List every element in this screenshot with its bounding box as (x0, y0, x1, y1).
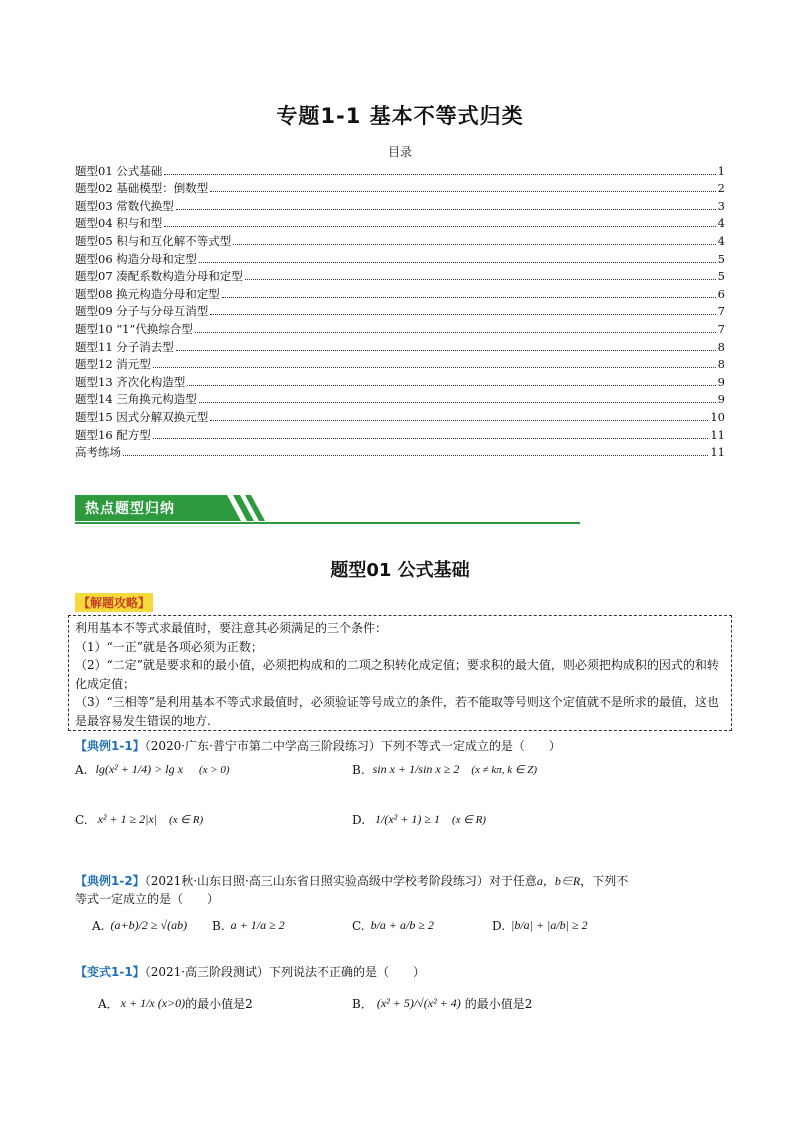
toc-leader (123, 454, 708, 456)
toc-entry-label: 题型02 基础模型：倒数型 (75, 181, 209, 196)
strategy-tag: 【解题攻略】 (75, 593, 153, 612)
option-b[interactable] (352, 762, 537, 777)
toc-entry-page: 8 (717, 357, 725, 372)
toc-entry-label: 题型11 分子消去型 (75, 339, 174, 354)
toc-entry-label: 题型14 三角换元构造型 (75, 392, 197, 407)
toc-entry-label: 题型16 配方型 (75, 427, 151, 442)
toc-leader (164, 225, 715, 227)
toc-entry-label: 题型06 构造分母和定型 (75, 251, 197, 266)
toc-entry[interactable] (75, 213, 725, 231)
toc-entry-label: 题型05 积与和互化解不等式型 (75, 233, 232, 248)
option-condition: (x > 0) (198, 763, 230, 776)
option-formula: sin x + 1/sin x ≥ 2 (372, 762, 460, 776)
option-label: D. (492, 918, 506, 933)
strategy-line: 利用基本不等式求最值时，要注意其必须满足的三个条件： (75, 621, 388, 635)
example-1-2-stem (75, 872, 735, 908)
toc-entry[interactable] (75, 301, 725, 319)
option-a[interactable] (98, 995, 253, 1012)
variant-text: （2021·高三阶段测试）下列说法不正确的是（ ） (144, 965, 426, 979)
toc-entry-label: 高考练场 (75, 445, 121, 460)
option-label: A. (92, 918, 105, 933)
option-b[interactable] (212, 918, 285, 933)
example-text: （2021秋·山东日照·高三山东省日照实验高级中学校考阶段练习）对于任意 (144, 874, 537, 888)
toc-leader (210, 313, 715, 315)
example-text: （2020·广东·普宁市第二中学高三阶段练习）下列不等式一定成立的是（ ） (144, 739, 561, 753)
option-formula: x + 1/x (x>0) (120, 996, 186, 1010)
toc-entry-label: 题型03 常数代换型 (75, 198, 174, 213)
toc-entry-label: 题型07 凑配系数构造分母和定型 (75, 269, 243, 284)
toc-entry-page: 5 (717, 251, 725, 266)
option-b[interactable] (352, 995, 532, 1012)
toc-entry[interactable] (75, 195, 725, 213)
toc-leader (199, 401, 716, 403)
toc-entry[interactable] (75, 424, 725, 442)
toc-entry[interactable] (75, 389, 725, 407)
variant-1-1-stem (75, 964, 735, 980)
toc-entry-page: 5 (717, 269, 725, 284)
option-suffix: 的最小值是2 (464, 997, 533, 1011)
toc-leader (199, 261, 716, 263)
toc-leader (187, 384, 715, 386)
example-tag: 【典例1-2】 (75, 874, 145, 888)
toc-entry[interactable] (75, 371, 725, 389)
toc-entry[interactable] (75, 442, 725, 460)
toc-entry-page: 7 (717, 321, 725, 336)
toc-leader (153, 366, 716, 368)
toc-entry[interactable] (75, 406, 725, 424)
option-label: D. (352, 812, 366, 827)
example-text: ，下列不 (580, 874, 629, 888)
toc-entry[interactable] (75, 336, 725, 354)
example-1-1-stem (75, 738, 735, 754)
banner-underline (75, 522, 580, 524)
toc-entry-page: 9 (717, 392, 725, 407)
toc-leader (195, 331, 716, 333)
option-condition: (x ∈ R) (451, 814, 486, 826)
toc-leader (164, 173, 715, 175)
example-tag: 【典例1-1】 (75, 739, 145, 753)
toc-entry-page: 7 (717, 304, 725, 319)
toc-entry-page: 2 (717, 181, 725, 196)
toc-entry[interactable] (75, 230, 725, 248)
option-c[interactable] (75, 812, 203, 827)
toc-entry[interactable] (75, 318, 725, 336)
option-label: B. (212, 918, 225, 933)
option-formula: (a+b)/2 ≥ √(ab) (110, 918, 188, 932)
option-formula: 1/(x² + 1) ≥ 1 (375, 812, 440, 826)
strategy-box (68, 615, 732, 731)
option-condition: (x ≠ kπ, k ∈ Z) (471, 764, 538, 776)
toc-entry-label: 题型08 换元构造分母和定型 (75, 286, 220, 301)
toc-entry[interactable] (75, 266, 725, 284)
option-suffix: 的最小值是2 (185, 997, 253, 1011)
option-label: B． (352, 997, 373, 1011)
toc-entry-label: 题型01 公式基础 (75, 163, 163, 178)
option-label: B. (352, 762, 365, 777)
toc-leader (222, 296, 716, 298)
toc-entry-label: 题型12 消元型 (75, 357, 151, 372)
toc-heading: 目录 (387, 145, 412, 159)
toc-entry-page: 3 (717, 198, 725, 213)
toc-entry-label: 题型15 因式分解双换元型 (75, 409, 209, 424)
toc-entry[interactable] (75, 160, 725, 178)
toc-leader (233, 243, 715, 245)
toc-entry[interactable] (75, 283, 725, 301)
option-label: C. (75, 812, 88, 827)
toc-leader (176, 349, 716, 351)
toc-entry-page: 10 (710, 409, 725, 424)
option-c[interactable] (352, 918, 434, 933)
toc-entry-label: 题型04 积与和型 (75, 216, 163, 231)
variant-tag: 【变式1-1】 (75, 965, 145, 979)
toc-entry[interactable] (75, 178, 725, 196)
toc-entry-page: 4 (717, 233, 725, 248)
toc-entry[interactable] (75, 354, 725, 372)
toc-leader (210, 190, 715, 192)
example-variables: a，b∈R (536, 874, 581, 888)
toc-entry[interactable] (75, 248, 725, 266)
option-label: C. (352, 918, 365, 933)
strategy-line: （3）“三相等”是利用基本不等式求最值时，必须验证等号成立的条件，若不能取等号则这个定值就不是所求的最值，这也是最容易发生错误的地方. (75, 695, 719, 728)
table-of-contents (75, 160, 725, 459)
option-label: A． (98, 997, 119, 1011)
toc-leader (245, 278, 716, 280)
strategy-line: （1）“一正”就是各项必须为正数； (75, 639, 263, 654)
toc-entry-page: 9 (717, 374, 725, 389)
option-d[interactable] (492, 918, 588, 933)
toc-leader (176, 208, 716, 210)
toc-entry-page: 6 (717, 286, 725, 301)
option-formula: b/a + a/b ≥ 2 (370, 918, 434, 932)
option-a[interactable] (92, 918, 187, 933)
toc-leader (210, 419, 708, 421)
example-text: 等式一定成立的是（ ） (75, 892, 220, 906)
toc-entry-page: 8 (717, 339, 725, 354)
toc-entry-label: 题型09 分子与分母互消型 (75, 304, 209, 319)
banner-text: 热点题型归纳 (85, 501, 175, 517)
toc-entry-page: 11 (710, 445, 725, 460)
option-formula: |b/a| + |a/b| ≥ 2 (511, 918, 588, 932)
option-formula: lg(x² + 1/4) > lg x (95, 762, 183, 776)
hot-topics-banner (75, 491, 580, 525)
option-label: A. (75, 762, 88, 777)
toc-entry-page: 4 (717, 216, 725, 231)
option-formula: a + 1/a ≥ 2 (230, 918, 285, 932)
toc-leader (153, 437, 709, 439)
option-formula: x² + 1 ≥ 2|x| (97, 812, 158, 826)
document-title: 专题1-1 基本不等式归类 (276, 104, 524, 128)
toc-entry-page: 11 (710, 427, 725, 442)
toc-entry-label: 题型10 “1”代换综合型 (75, 321, 193, 336)
toc-entry-page: 1 (717, 163, 725, 178)
option-d[interactable] (352, 812, 486, 827)
section-title: 题型01 公式基础 (330, 560, 470, 581)
toc-entry-label: 题型13 齐次化构造型 (75, 374, 186, 389)
option-a[interactable] (75, 762, 230, 777)
strategy-line: （2）“二定”就是要求和的最小值，必须把构成和的二项之积转化成定值；要求积的最大值，则必须把构成积的因式的和转化成定值； (75, 658, 719, 691)
option-formula: (x² + 5)/√(x² + 4) (376, 996, 461, 1010)
option-condition: (x ∈ R) (169, 814, 204, 826)
